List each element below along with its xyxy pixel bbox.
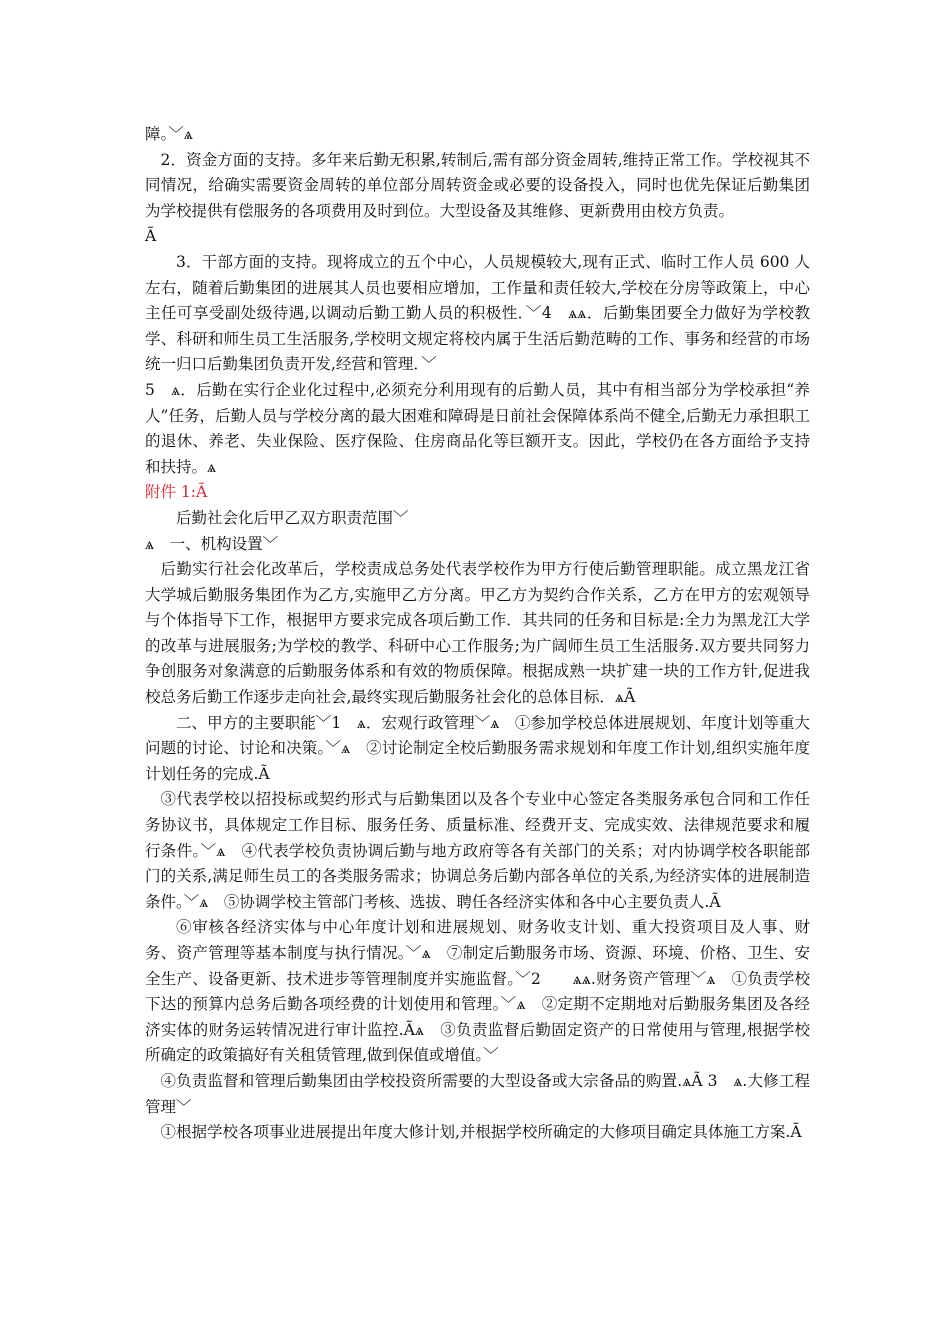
paragraph: 障。﹀ѧ bbox=[145, 125, 193, 143]
paragraph-organization: 后勤实行社会化改革后，学校责成总务处代表学校作为甲方行使后勤管理职能。成立黑龙江省大学城后勤服务集团作为乙方,实施甲乙方分离。甲乙方为契约合作关系，乙方在甲方的宏观领导与个体指导下工作，根据甲方要求完成各项后勤工作．其共同的任务和目标是:全力为黑龙江大学的改革与进展服务;为学校的教学、科研中心工作服务;为广阔师生员工生活服务.双方要共同努力争创服务对象满意的后勤服务体系和有效的物质保障。根据成熟一块扩建一块的工作方针,促进我校总务后勤工作逐步走向社会,最终实现后勤服务社会化的总体目标．ѧÃ bbox=[145, 560, 810, 707]
paragraph-equipment: ④负责监督和管理后勤集团由学校投资所需要的大型设备或大宗备品的购置.ѧÃ 3 ѧ.大修工程管理﹀ bbox=[145, 1071, 810, 1116]
appendix-title: 后勤社会化后甲乙双方职责范围﹀ bbox=[176, 508, 409, 527]
paragraph-cadre-support: 3．干部方面的支持。现将成立的五个中心，人员规模较大,现有正式、临时工作人员 600 人左右，随着后勤集团的进展其人员也要相应增加，工作量和责任较大,学校在分房等政策上，中心主任可享受副处级待遇,以调动后勤工勤人员的积极性．﹀4 ѧѧ．后勤集团要全力做好为学校教学、科研和师生员工生活服务,学校明文规定将校内属于生活后勤范畴的工作、事务和经营的市场统一归口后勤集团负责开发,经营和管理．﹀ bbox=[145, 252, 810, 374]
section-heading-organization: ѧ 一、机构设置﹀ bbox=[145, 534, 279, 553]
paragraph-staff-support: 5 ѧ．后勤在实行企业化过程中,必须充分利用现有的后勤人员，其中有相当部分为学校承担“养人”任务，后勤人员与学校分离的最大困难和障碍是日前社会保障体系尚不健全,后勤无力承担职工的退休、养老、失业保险、医疗保险、住房商品化等巨额开支。因此，学校仍在各方面给予支持和扶持。ѧ bbox=[145, 380, 810, 476]
appendix-label: 附件 1:Ã bbox=[145, 483, 208, 502]
paragraph-mark: Ã bbox=[145, 227, 157, 246]
paragraph-repair-plan: ①根据学校各项事业进展提出年度大修计划,并根据学校所确定的大修项目确定具体施工方案.Ã bbox=[160, 1123, 802, 1142]
paragraph-party-a-duties: 二、甲方的主要职能﹀1 ѧ．宏观行政管理﹀ѧ ①参加学校总体进展规划、年度计划等重大问题的讨论、讨论和决策。﹀ѧ ②讨论制定全校后勤服务需求规划和年度工作计划,组织实施年度计划任务的完成.Ã bbox=[145, 713, 810, 783]
paragraph-funding-support: 2．资金方面的支持。多年来后勤无积累,转制后,需有部分资金周转,维持正常工作。学校视其不同情况，给确实需要资金周转的单位部分周转资金或必要的设备投入，同时也优先保证后勤集团为学校提供有偿服务的各项费用及时到位。大型设备及其维修、更新费用由校方负责。 bbox=[145, 150, 810, 220]
document-body bbox=[145, 122, 810, 1146]
paragraph-contracts: ③代表学校以招投标或契约形式与后勤集团以及各个专业中心签定各类服务承包合同和工作任务协议书，具体规定工作目标、服务任务、质量标准、经费开支、完成实效、法律规范要求和履行条件。﹀ѧ ④代表学校负责协调后勤与地方政府等各有关部门的关系；对内协调学校各职能部门的关系,满足师生员工的各类服务需求；协调总务后勤内部各单位的关系,为经济实体的进展制造条件。﹀ѧ ⑤协调学校主管部门考核、选拔、聘任各经济实体和各中心主要负责人.Ã bbox=[145, 790, 810, 911]
paragraph-review-finance: ⑥审核各经济实体与中心年度计划和进展规划、财务收支计划、重大投资项目及人事、财务、资产管理等基本制度与执行情况。﹀ѧ ⑦制定后勤服务市场、资源、环境、价格、卫生、安全生产、设备更新、技术进步等管理制度并实施监督。﹀2 ѧѧ.财务资产管理﹀ѧ ①负责学校下达的预算内总务后勤各项经费的计划使用和管理。﹀ѧ ②定期不定期地对后勤服务集团及各经济实体的财务运转情况进行审计监控.Ãѧ ③负责监督后勤固定资产的日常使用与管理,根据学校所确定的政策搞好有关租赁管理,做到保值或增值。﹀ bbox=[145, 918, 810, 1065]
